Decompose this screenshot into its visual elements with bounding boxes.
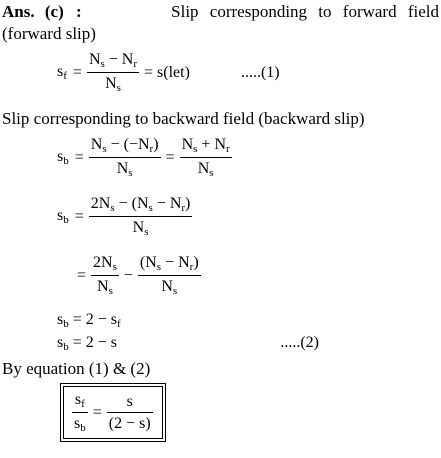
- backward-slip-heading: Slip corresponding to backward field (backward slip): [2, 109, 365, 128]
- eq3-fraction: $\frac{2N_s - (N_s - N_r)}{N_s}$: [90, 195, 191, 238]
- eq3-lhs: $s_b$: [57, 207, 69, 226]
- eq2-fraction-2: $\frac{N_s + N_r}{N_s}$: [181, 136, 230, 179]
- eq1-fraction: [87, 52, 139, 94]
- eq1-numerator: $N_s - N_r$: [87, 52, 139, 73]
- equation-6: [57, 335, 319, 353]
- eq6-tag: .....(2): [280, 334, 319, 351]
- conclusion-text: By equation (1) & (2): [2, 359, 151, 378]
- eq1-lhs: $s_f$: [57, 63, 67, 82]
- eq2-fraction-1: $\frac{N_s - (-N_r)}{N_s}$: [90, 136, 159, 179]
- final-lhs-fraction: $\frac{s_f}{s_b}$: [74, 391, 86, 434]
- answer-prefix: [2, 3, 82, 20]
- equation-1: $s_f$ = $\frac{N_s - N_r}{N_s}$ = s(let) .....(1): [57, 51, 280, 94]
- eq4-fraction-2: $\frac{(N_s - N_r)}{N_s}$: [139, 254, 199, 297]
- eq1-tag: .....(1): [240, 64, 280, 81]
- equation-4: = $\frac{2N_s}{N_s}$ − $\frac{(N_s - N_r)}{N_s}$: [77, 254, 199, 297]
- eq6-lhs: $s_b$: [57, 334, 69, 353]
- eq5-rhs: = $2 - s_f$: [72, 311, 121, 330]
- equation-3: $s_b$ = $\frac{2N_s - (N_s - N_r)}{N_s}$: [57, 195, 191, 238]
- answer-option: (c): [44, 2, 64, 21]
- answer-line: [2, 3, 439, 20]
- equation-2: $s_b$ = $\frac{N_s - (-N_r)}{N_s}$ = $\frac{N_s + N_r}{N_s}$: [57, 136, 230, 179]
- eq4-fraction-1: $\frac{2N_s}{N_s}$: [93, 254, 117, 297]
- eq6-rhs: = 2 − s: [72, 334, 118, 351]
- forward-slip-heading: Slip corresponding to forward field: [171, 2, 439, 21]
- forward-slip-subheading: (forward slip): [2, 24, 96, 43]
- answer-label: Ans.: [2, 2, 35, 21]
- equation-5: [57, 312, 121, 330]
- eq1-rhs: = s(let): [144, 64, 190, 81]
- final-result-box: [60, 383, 166, 442]
- eq5-lhs: $s_b$: [57, 311, 69, 330]
- eq2-lhs: $s_b$: [57, 148, 69, 167]
- eq4-minus: −: [123, 267, 133, 284]
- final-rhs-fraction: $\frac{s}{(2 - s)}$: [108, 393, 151, 432]
- eq1-denominator: $N_s$: [105, 75, 121, 94]
- final-equals: =: [92, 404, 102, 421]
- answer-colon: :: [75, 2, 82, 21]
